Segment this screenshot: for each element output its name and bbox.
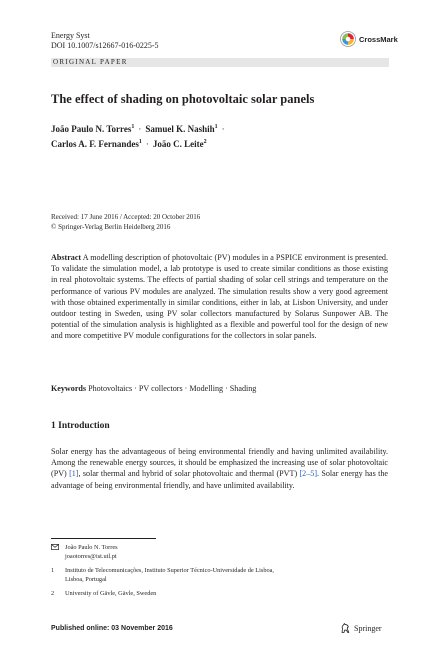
abstract-text: A modelling description of photovoltaic (PV) modules in a PSPICE environment is presented. To validate the simulation model, a lab prototype is used to create similar conditions as those existing in real photovoltaic systems. The effects of partial shading of solar cell strings and temperature on the performance of various PV modules are analyzed. The simulation results show a very good agreement with those obtained experimentally in similar conditions, either in lab, at Lisbon University, and under outdoor testing in Sweden, using PV solar collectors manufactured by Solarus Sunpower AB. The potential of the simulation analysis is highlighted as a flexible and powerful tool for the design of new and more competitive PV module configurations for the collectors in solar panels.	[51, 253, 389, 341]
section-heading: 1 Introduction	[51, 421, 110, 431]
author-line-1	[51, 121, 391, 136]
keywords-text: Photovoltaics · PV collectors · Modelling · Shading	[88, 384, 257, 393]
affiliation-note	[51, 567, 351, 584]
published-online-date: Published online: 03 November 2016	[51, 625, 173, 632]
author-list	[51, 121, 391, 150]
paper-title: The effect of shading on photovoltaic solar panels	[51, 92, 315, 106]
affiliation-note	[51, 590, 351, 599]
intro-text: , solar thermal and hybrid of solar photovoltaic and thermal (PVT)	[78, 469, 300, 479]
author-name[interactable]: João C. Leite	[152, 138, 204, 149]
citation-link[interactable]: [1]	[69, 469, 79, 479]
keywords-label: Keywords	[51, 384, 87, 393]
abstract-label: Abstract	[51, 253, 82, 262]
author-affiliation-mark: 1	[138, 138, 142, 145]
received-accepted-dates: Received: 17 June 2016 / Accepted: 20 October 2016	[51, 213, 201, 221]
springer-horse-icon	[339, 622, 351, 634]
author-affiliation-mark: 1	[131, 124, 135, 130]
crossmark-badge[interactable]	[340, 31, 398, 47]
affiliation-text: Lisboa, Portugal	[65, 575, 107, 583]
citation-link[interactable]: [2–5]	[299, 469, 318, 479]
journal-name: Energy Syst	[51, 31, 90, 40]
intro-text: . Solar energy has the advantage of being environmental friendly, and have unlimited availability.	[51, 469, 388, 490]
corresponding-author-email[interactable]: joaotorres@ist.utl.pt	[65, 552, 117, 560]
author-separator: ·	[145, 138, 149, 149]
author-separator: ·	[138, 124, 142, 134]
footnote-divider	[51, 538, 156, 539]
affiliation-mark: 1	[51, 567, 55, 575]
publisher-logo	[339, 622, 382, 634]
affiliation-text: University of Gävle, Gävle, Sweden	[65, 590, 157, 598]
author-name[interactable]: Samuel K. Nashih	[145, 124, 215, 134]
email-mark	[51, 544, 65, 561]
affiliation-text: Instituto de Telecomunicações, Instituto Superior Técnico-Universidade de Lisboa,	[65, 567, 274, 575]
author-name[interactable]: Carlos A. F. Fernandes	[51, 138, 139, 149]
corresponding-author-note	[51, 544, 351, 561]
introduction-paragraph	[51, 446, 388, 491]
crossmark-icon	[340, 31, 356, 47]
publisher-name: Springer	[354, 623, 382, 633]
article-type-banner: ORIGINAL PAPER	[51, 58, 389, 67]
footnotes	[51, 544, 351, 605]
author-affiliation-mark: 2	[203, 138, 207, 145]
corresponding-author-name: João Paulo N. Torres	[65, 544, 118, 551]
intro-text: Solar energy has the advantageous of being environmental friendly and having unlimited availability. Among the renewable energy sources, it should be emphasized the increasing use of solar photovoltaic (PV)	[51, 447, 388, 479]
journal-header	[51, 31, 159, 51]
author-line-2	[51, 136, 391, 151]
affiliation-mark: 2	[51, 590, 55, 598]
author-name[interactable]: João Paulo N. Torres	[51, 124, 132, 134]
keywords	[51, 383, 388, 394]
crossmark-label: CrossMark	[359, 34, 398, 44]
copyright-line: © Springer-Verlag Berlin Heidelberg 2016	[51, 223, 171, 231]
envelope-icon	[51, 544, 59, 550]
journal-doi[interactable]: DOI 10.1007/s12667-016-0225-5	[51, 41, 159, 50]
abstract	[51, 252, 388, 342]
author-separator: ·	[221, 124, 225, 134]
author-affiliation-mark: 1	[214, 124, 218, 130]
article-dates	[51, 212, 200, 232]
